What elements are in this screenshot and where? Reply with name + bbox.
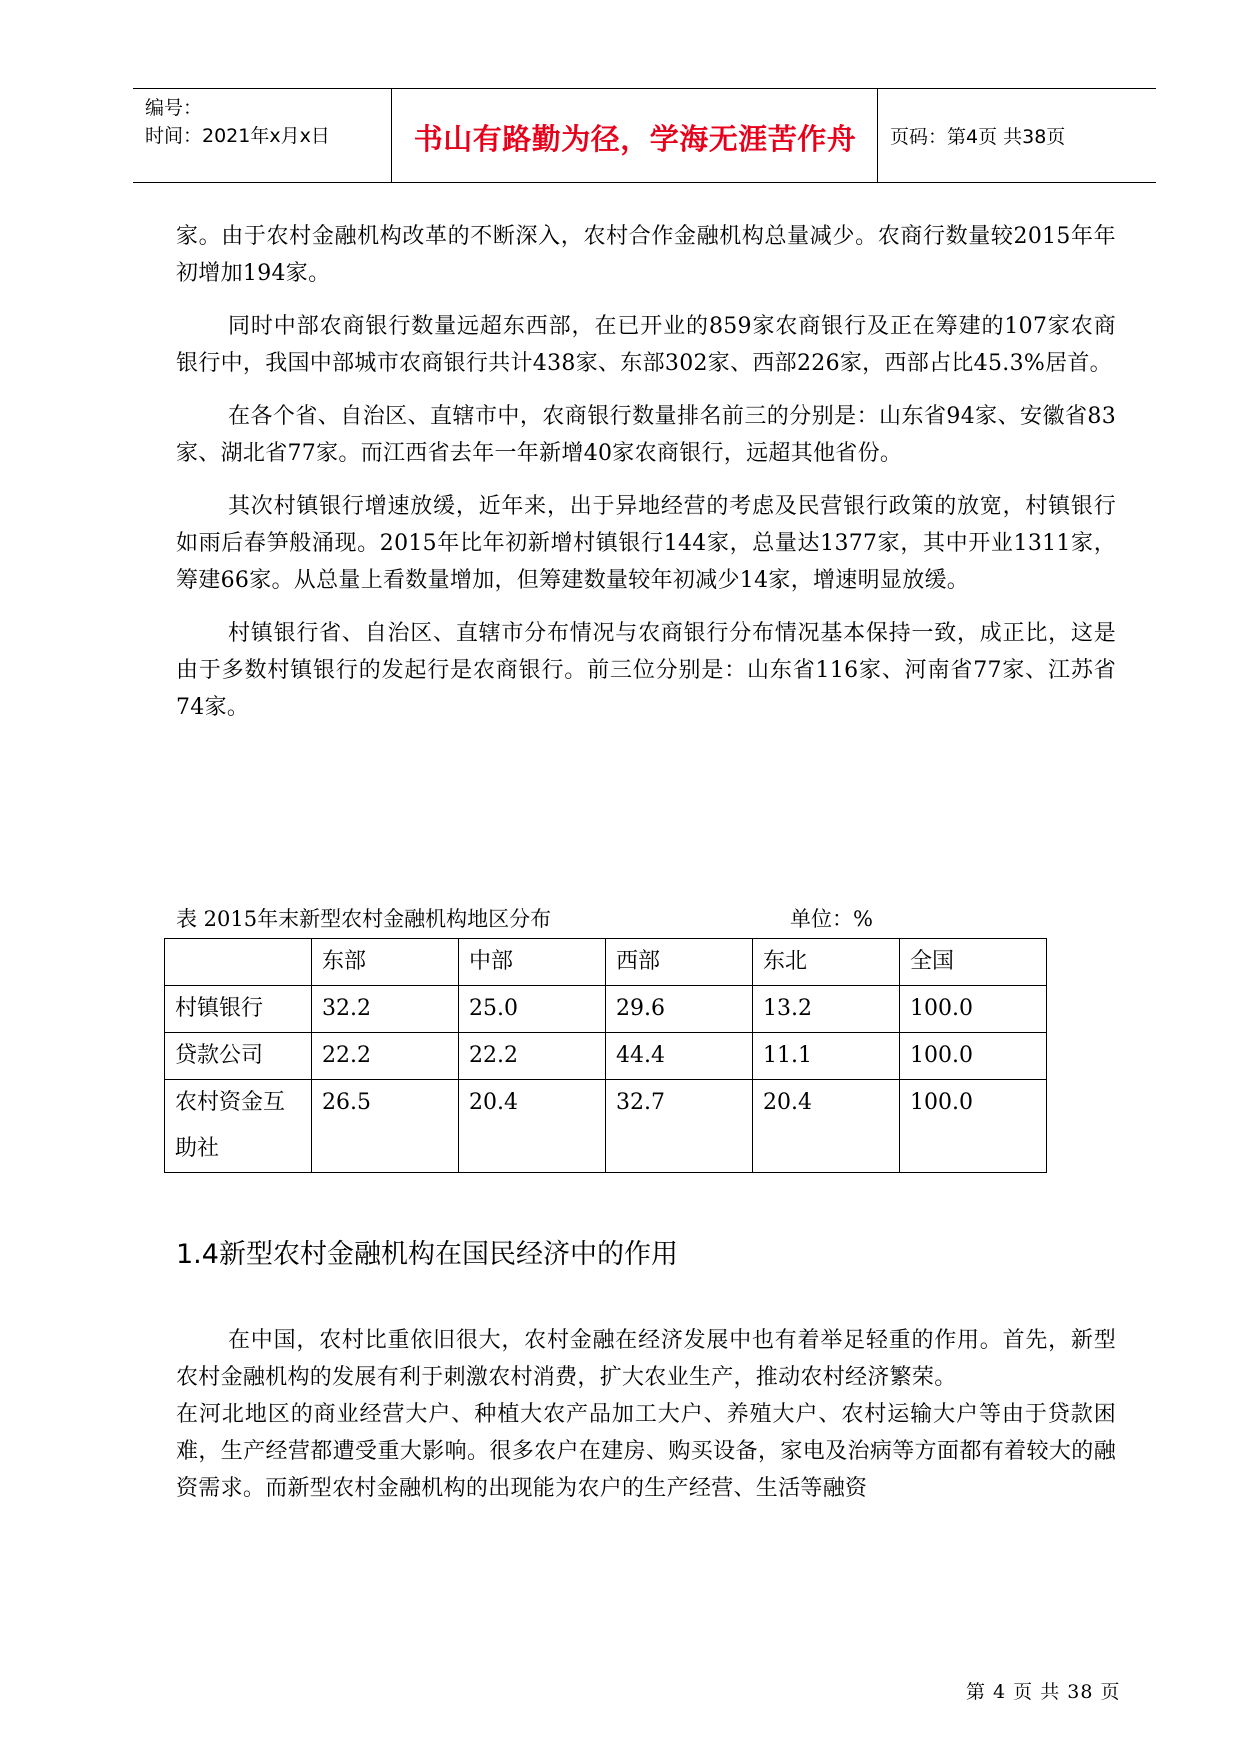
table-cell: 32.7 <box>606 1080 753 1173</box>
table-header-cell: 全国 <box>900 939 1047 986</box>
header-motto: 书山有路勤为径，学海无涯苦作舟 <box>413 122 857 156</box>
paragraph: 在中国，农村比重依旧很大，农村金融在经济发展中也有着举足轻重的作用。首先，新型农村金融机构的发展有利于刺激农村消费，扩大农业生产，推动农村经济繁荣。 <box>176 1328 1116 1390</box>
table-cell: 20.4 <box>459 1080 606 1173</box>
paragraph: 其次村镇银行增速放缓，近年来，出于异地经营的考虑及民营银行政策的放宽，村镇银行如雨后春笋般涌现。2015年比年初新增村镇银行144家，总量达1377家，其中开业1311家，筹建66家。从总量上看数量增加，但筹建数量较年初减少14家，增速明显放缓。 <box>176 494 1116 593</box>
table-header-cell: 西部 <box>606 939 753 986</box>
table-cell: 32.2 <box>312 986 459 1033</box>
table-cell: 村镇银行 <box>165 986 312 1033</box>
table-cell-text: 农村资金互助社 <box>175 1090 286 1161</box>
paragraph: 村镇银行省、自治区、直辖市分布情况与农商银行分布情况基本保持一致，成正比，这是由于多数村镇银行的发起行是农商银行。前三位分别是：山东省116家、河南省77家、江苏省74家。 <box>176 621 1116 720</box>
table-cell: 25.0 <box>459 986 606 1033</box>
table-unit: 单位：% <box>790 907 873 931</box>
header-time-label: 时间：2021年x月x日 <box>145 125 330 147</box>
page-footer: 第 4 页 共 38 页 <box>966 1681 1121 1703</box>
table-cell: 13.2 <box>753 986 900 1033</box>
header-number-label: 编号： <box>145 97 203 119</box>
header-page-info: 页码：第4页 共38页 <box>890 126 1066 148</box>
table-cell: 26.5 <box>312 1080 459 1173</box>
paragraph: 同时中部农商银行数量远超东西部，在已开业的859家农商银行及正在筹建的107家农商银行中，我国中部城市农商银行共计438家、东部302家、西部226家，西部占比45.3%居首。 <box>176 314 1116 376</box>
table-header-cell: 中部 <box>459 939 606 986</box>
table-row <box>165 986 1047 1033</box>
paragraph: 在河北地区的商业经营大户、种植大农产品加工大户、养殖大户、农村运输大户等由于贷款困难，生产经营都遭受重大影响。很多农户在建房、购买设备，家电及治病等方面都有着较大的融资需求。而新型农村金融机构的出现能为农户的生产经营、生活等融资 <box>176 1402 1116 1501</box>
table-cell: 44.4 <box>606 1033 753 1080</box>
table-row <box>165 1033 1047 1080</box>
body-text <box>176 218 1116 742</box>
section-body-text <box>176 1322 1116 1523</box>
table-header-row <box>165 939 1047 986</box>
header-meta <box>145 94 395 150</box>
page-header <box>133 88 1156 183</box>
table-header-cell <box>165 939 312 986</box>
table-cell: 100.0 <box>900 1033 1047 1080</box>
table-cell: 贷款公司 <box>165 1033 312 1080</box>
table-row <box>165 1080 1047 1173</box>
table-cell: 29.6 <box>606 986 753 1033</box>
table-header-cell: 东部 <box>312 939 459 986</box>
table-caption: 表 2015年末新型农村金融机构地区分布 <box>176 907 552 931</box>
table-cell: 100.0 <box>900 1080 1047 1173</box>
table-cell: 22.2 <box>312 1033 459 1080</box>
table-cell: 100.0 <box>900 986 1047 1033</box>
table-cell: 11.1 <box>753 1033 900 1080</box>
header-divider-right <box>877 89 878 182</box>
header-divider-left <box>391 89 392 182</box>
table-header-cell: 东北 <box>753 939 900 986</box>
table-cell <box>165 1080 312 1173</box>
table-cell: 22.2 <box>459 1033 606 1080</box>
distribution-table <box>164 938 1047 1173</box>
paragraph: 家。由于农村金融机构改革的不断深入，农村合作金融机构总量减少。农商行数量较2015年年初增加194家。 <box>176 224 1116 286</box>
table-cell: 20.4 <box>753 1080 900 1173</box>
section-heading: 1.4新型农村金融机构在国民经济中的作用 <box>176 1239 678 1270</box>
paragraph: 在各个省、自治区、直辖市中，农商银行数量排名前三的分别是：山东省94家、安徽省83家、湖北省77家。而江西省去年一年新增40家农商银行，远超其他省份。 <box>176 404 1116 466</box>
